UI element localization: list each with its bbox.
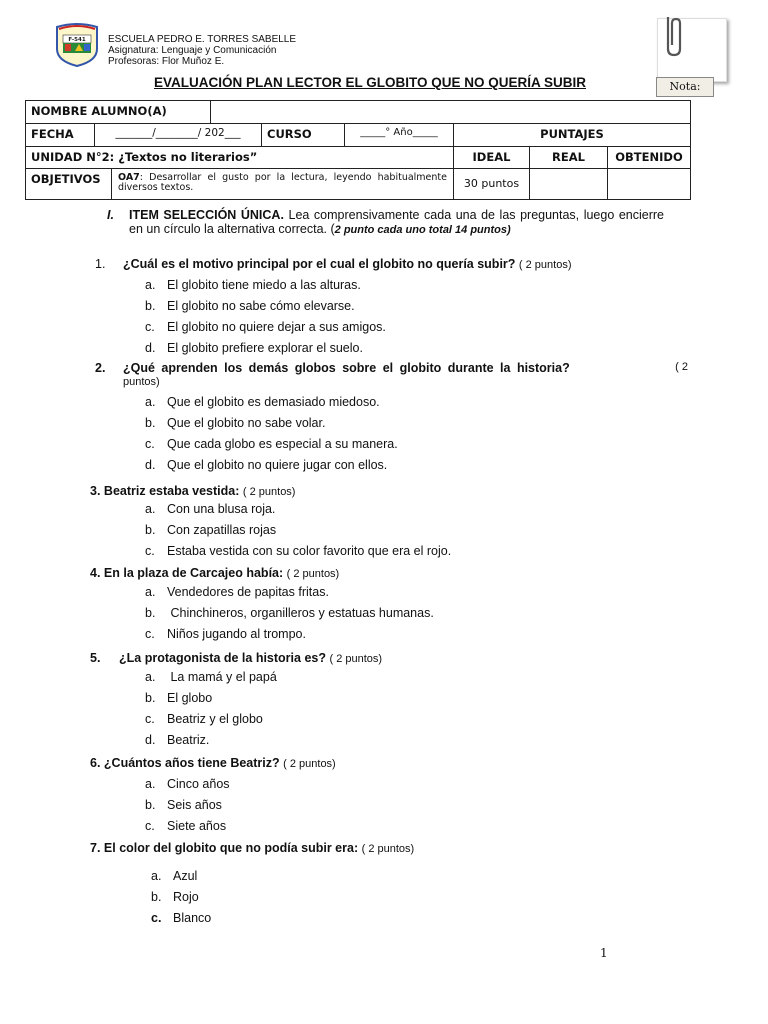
- option-letter: a.: [145, 670, 156, 684]
- option-letter: b.: [145, 523, 156, 537]
- answer-option[interactable]: [145, 544, 451, 558]
- answer-option[interactable]: [151, 911, 211, 925]
- option-text: Siete años: [167, 819, 227, 833]
- option-letter: b.: [145, 606, 156, 620]
- question-number: 1.: [95, 257, 106, 271]
- option-text: Cinco años: [167, 777, 230, 791]
- objectives-label: OBJETIVOS: [25, 168, 112, 200]
- obtained-header: OBTENIDO: [607, 146, 691, 169]
- answer-option[interactable]: [145, 798, 222, 812]
- ideal-score: 30 puntos: [453, 168, 530, 200]
- option-letter: a.: [145, 777, 156, 791]
- option-letter: c.: [145, 437, 155, 451]
- real-score-field[interactable]: [529, 168, 608, 200]
- question-text: El color del globito que no podía subir era:: [103, 841, 359, 855]
- option-letter: a.: [145, 278, 156, 292]
- name-field[interactable]: [210, 100, 691, 124]
- option-letter: a.: [145, 395, 156, 409]
- answer-option[interactable]: [145, 416, 325, 430]
- question-4: [90, 566, 339, 580]
- option-text: El globito no sabe cómo elevarse.: [167, 299, 355, 313]
- option-letter: a.: [145, 502, 156, 516]
- question-7: [90, 841, 414, 855]
- option-letter: b.: [145, 416, 156, 430]
- option-text: El globito no quiere dejar a sus amigos.: [167, 320, 386, 334]
- unit-label: UNIDAD N°2: ¿Textos no literarios”: [25, 146, 454, 169]
- question-points: ( 2 puntos): [242, 486, 296, 498]
- option-text: El globito prefiere explorar el suelo.: [167, 341, 363, 355]
- grade-label: Nota:: [656, 77, 714, 97]
- option-text: Chinchineros, organilleros y estatuas humanas.: [167, 606, 434, 620]
- objective-description: : Desarrollar el gusto por la lectura, leyendo habitualmente diversos textos.: [118, 172, 447, 193]
- school-name: ESCUELA PEDRO E. TORRES SABELLE: [108, 34, 297, 45]
- option-letter: b.: [151, 890, 162, 904]
- question-points: ( 2 puntos): [518, 259, 572, 271]
- grade-card: [657, 18, 727, 82]
- question-2: [95, 361, 688, 375]
- answer-option[interactable]: [145, 733, 209, 747]
- answer-option[interactable]: [145, 437, 398, 451]
- ideal-header: IDEAL: [453, 146, 530, 169]
- option-letter: c.: [145, 712, 155, 726]
- option-text: Blanco: [173, 911, 212, 925]
- question-points-wrap: puntos): [123, 376, 160, 388]
- student-info-table: [25, 100, 691, 200]
- school-logo: [53, 23, 101, 67]
- question-text: ¿Cuál es el motivo principal por el cual el globito no quería subir?: [123, 257, 516, 271]
- question-number: 7.: [90, 841, 101, 855]
- question-number: 4.: [90, 566, 101, 580]
- option-text: Beatriz y el globo: [167, 712, 263, 726]
- question-number: 6.: [90, 756, 101, 770]
- option-text: Estaba vestida con su color favorito que era el rojo.: [167, 544, 452, 558]
- option-letter: a.: [151, 869, 162, 883]
- logo-text: F-541: [68, 37, 86, 43]
- option-letter: c.: [145, 627, 155, 641]
- date-label: FECHA: [25, 123, 95, 147]
- subject-line: Asignatura: Lenguaje y Comunicación: [108, 45, 277, 56]
- section-heading: ITEM SELECCIÓN ÚNICA.: [129, 208, 284, 222]
- option-letter: b.: [145, 299, 156, 313]
- objective-code: OA7: [118, 172, 140, 183]
- answer-option[interactable]: [145, 712, 263, 726]
- answer-option[interactable]: [145, 320, 386, 334]
- paperclip-icon: [660, 13, 690, 59]
- answer-option[interactable]: [145, 670, 277, 684]
- section-instruction-text: Lea comprensivamente cada una de las preguntas, luego encierre en un círculo la alternativa correcta. (: [129, 208, 664, 236]
- option-letter: c.: [151, 911, 162, 925]
- school-info: [108, 34, 296, 67]
- option-text: Niños jugando al trompo.: [167, 627, 306, 641]
- option-letter: a.: [145, 585, 156, 599]
- question-points: ( 2 puntos): [286, 568, 340, 580]
- option-text: Con una blusa roja.: [167, 502, 276, 516]
- option-text: Que el globito no sabe volar.: [167, 416, 326, 430]
- date-field[interactable]: _______/________/ 202___: [94, 123, 262, 147]
- section-numeral: I.: [107, 208, 114, 222]
- question-3: [90, 484, 295, 498]
- page-number: 1: [600, 946, 608, 960]
- option-letter: d.: [145, 458, 156, 472]
- option-letter: b.: [145, 691, 156, 705]
- option-text: Que el globito no quiere jugar con ellos.: [167, 458, 388, 472]
- scores-header: PUNTAJES: [453, 123, 691, 147]
- question-text: ¿La protagonista de la historia es?: [119, 651, 326, 665]
- option-text: Beatriz.: [167, 733, 210, 747]
- option-letter: c.: [145, 544, 155, 558]
- option-letter: d.: [145, 341, 156, 355]
- question-6: [90, 756, 336, 770]
- option-text: Que el globito es demasiado miedoso.: [167, 395, 380, 409]
- name-label: NOMBRE ALUMNO(A): [25, 100, 211, 124]
- answer-option[interactable]: [145, 458, 387, 472]
- answer-option[interactable]: [151, 890, 199, 904]
- answer-option[interactable]: [145, 627, 306, 641]
- question-1: [95, 257, 572, 271]
- answer-option[interactable]: [151, 869, 197, 883]
- teacher-line: Profesoras: Flor Muñoz E.: [108, 56, 225, 67]
- answer-option[interactable]: [145, 777, 230, 791]
- option-text: La mamá y el papá: [167, 670, 277, 684]
- question-points: ( 2 puntos): [329, 653, 383, 665]
- objective-text: [111, 168, 454, 200]
- section-instructions: [129, 208, 664, 237]
- question-5: [90, 651, 382, 665]
- question-points: ( 2: [675, 361, 688, 373]
- real-header: REAL: [529, 146, 608, 169]
- obtained-score-field[interactable]: [607, 168, 691, 200]
- question-text: Beatriz estaba vestida:: [103, 484, 240, 498]
- option-text: Que cada globo es especial a su manera.: [167, 437, 398, 451]
- question-points: ( 2 puntos): [283, 758, 336, 770]
- answer-option[interactable]: [145, 585, 329, 599]
- answer-option[interactable]: [145, 395, 380, 409]
- option-text: Seis años: [167, 798, 222, 812]
- question-number: 2.: [95, 361, 106, 375]
- answer-option[interactable]: [145, 819, 226, 833]
- option-text: Azul: [173, 869, 198, 883]
- question-text: ¿Qué aprenden los demás globos sobre el globito durante la historia?: [123, 361, 570, 375]
- answer-option[interactable]: [145, 606, 434, 620]
- answer-option[interactable]: [145, 341, 363, 355]
- answer-option[interactable]: [145, 502, 275, 516]
- section-points-note: 2 punto cada uno total 14 puntos): [334, 224, 511, 236]
- question-points: ( 2 puntos): [361, 843, 415, 855]
- answer-option[interactable]: [145, 523, 276, 537]
- option-text: Rojo: [173, 890, 199, 904]
- answer-option[interactable]: [145, 278, 361, 292]
- option-text: El globito tiene miedo a las alturas.: [167, 278, 361, 292]
- option-letter: d.: [145, 733, 156, 747]
- question-text: En la plaza de Carcajeo había:: [103, 566, 284, 580]
- option-letter: c.: [145, 819, 155, 833]
- course-label: CURSO: [261, 123, 345, 147]
- answer-option[interactable]: [145, 691, 212, 705]
- answer-option[interactable]: [145, 299, 355, 313]
- option-text: Con zapatillas rojas: [167, 523, 277, 537]
- option-letter: c.: [145, 320, 155, 334]
- question-number: 5.: [90, 651, 101, 665]
- option-text: El globo: [167, 691, 213, 705]
- option-letter: b.: [145, 798, 156, 812]
- option-text: Vendedores de papitas fritas.: [167, 585, 329, 599]
- page-title: EVALUACIÓN PLAN LECTOR EL GLOBITO QUE NO QUERÍA SUBIR: [153, 75, 587, 90]
- question-number: 3.: [90, 484, 101, 498]
- course-field[interactable]: _____° Año_____: [344, 123, 454, 147]
- question-text: ¿Cuántos años tiene Beatriz?: [103, 756, 280, 770]
